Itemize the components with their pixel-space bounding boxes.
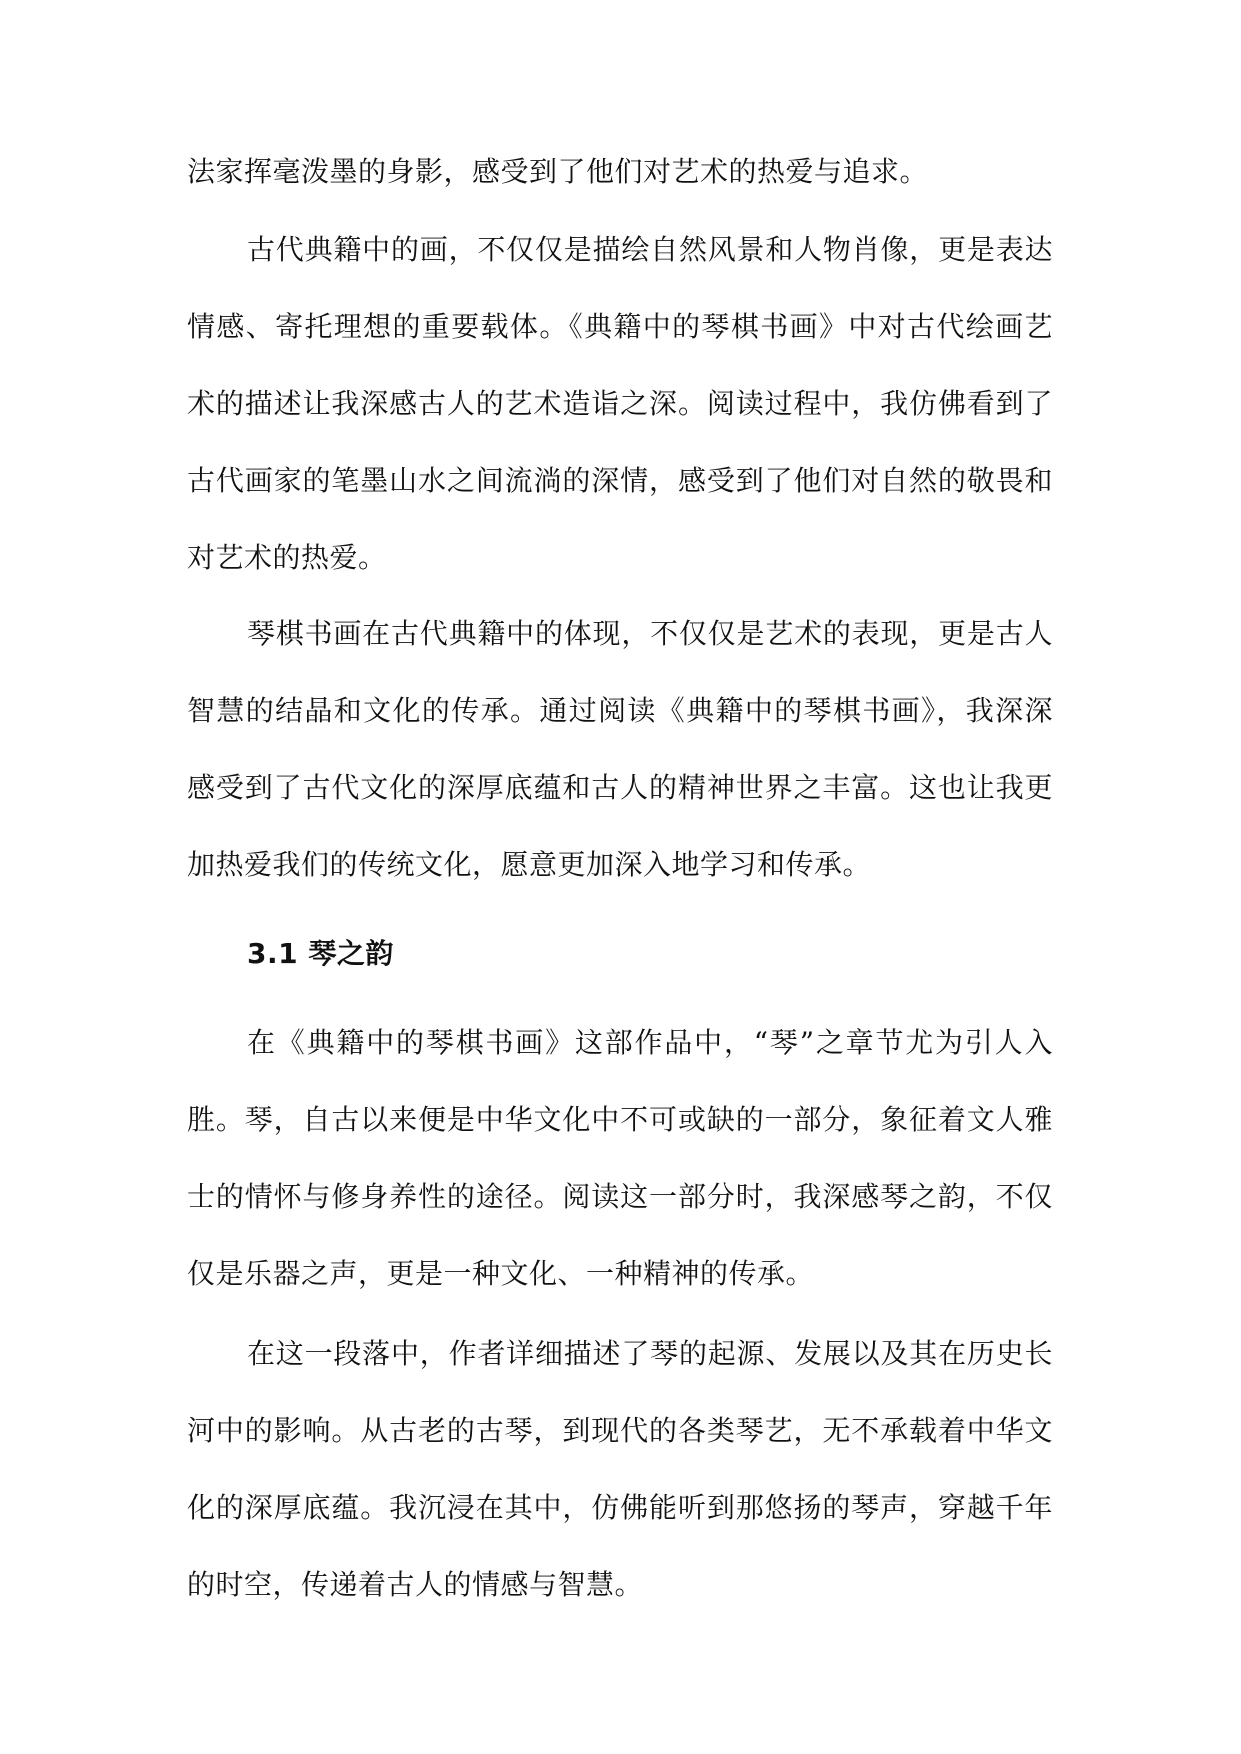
paragraph-painting: 古代典籍中的画，不仅仅是描绘自然风景和人物肖像，更是表达情感、寄托理想的重要载体。《典籍中的琴棋书画》中对古代绘画艺术的描述让我深感古人的艺术造诣之深。阅读过程中，我仿佛看到了古代画家的笔墨山水之间流淌的深情，感受到了他们对自然的敬畏和对艺术的热爱。 [187,233,1053,574]
section-heading: 3.1 琴之韵 [247,937,394,970]
paragraph-qin-intro: 在《典籍中的琴棋书画》这部作品中，“琴”之章节尤为引人入胜。琴，自古以来便是中华文化中不可或缺的一部分，象征着文人雅士的情怀与修身养性的途径。阅读这一部分时，我深感琴之韵，不仅仅是乐器之声，更是一种文化、一种精神的传承。 [187,1026,1053,1290]
paragraph-continued: 法家挥毫泼墨的身影，感受到了他们对艺术的热爱与追求。 [187,155,929,188]
paragraph-summary: 琴棋书画在古代典籍中的体现，不仅仅是艺术的表现，更是古人智慧的结晶和文化的传承。通过阅读《典籍中的琴棋书画》，我深深感受到了古代文化的深厚底蕴和古人的精神世界之丰富。这也让我更加热爱我们的传统文化，愿意更加深入地学习和传承。 [187,617,1053,881]
paragraph-qin-history: 在这一段落中，作者详细描述了琴的起源、发展以及其在历史长河中的影响。从古老的古琴，到现代的各类琴艺，无不承载着中华文化的深厚底蕴。我沉浸在其中，仿佛能听到那悠扬的琴声，穿越千年的时空，传递着古人的情感与智慧。 [187,1337,1053,1601]
